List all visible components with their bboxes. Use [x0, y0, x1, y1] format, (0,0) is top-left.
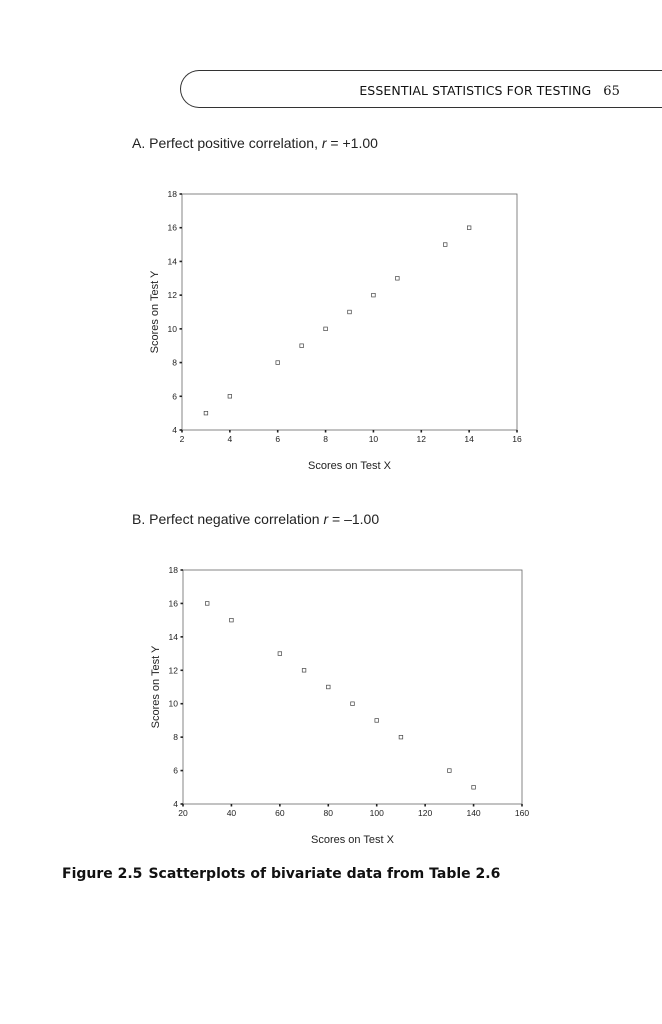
data-point — [228, 394, 232, 398]
page-number: 65 — [603, 84, 620, 99]
y-tick-label: 14 — [168, 631, 178, 642]
data-point — [204, 411, 208, 415]
data-point — [278, 652, 282, 656]
y-tick-label: 12 — [168, 665, 178, 676]
plot-frame — [183, 570, 522, 804]
y-tick-label: 16 — [168, 598, 178, 609]
panel-a-r-value: = +1.00 — [326, 135, 378, 151]
data-point — [205, 602, 209, 606]
x-tick-label: 20 — [178, 808, 188, 818]
y-axis-label: Scores on Test Y — [149, 270, 161, 354]
data-point — [375, 719, 379, 723]
scatterplot-negative — [0, 556, 662, 866]
y-tick-label: 8 — [173, 732, 178, 743]
panel-b-title-prefix: B. Perfect negative correlation — [132, 511, 324, 527]
data-point — [302, 668, 306, 672]
data-point — [324, 327, 328, 331]
panel-a-r-symbol: r — [321, 135, 327, 151]
panel-b-r-symbol: r — [323, 511, 329, 527]
y-tick-label: 4 — [172, 425, 177, 435]
x-tick-label: 6 — [275, 434, 281, 444]
data-point — [396, 276, 400, 280]
data-point — [300, 344, 304, 348]
panel-a-title — [132, 135, 378, 151]
x-tick-label: 160 — [514, 808, 530, 818]
panel-a-title-prefix: A. Perfect positive correlation, — [132, 135, 322, 151]
x-tick-label: 8 — [323, 434, 328, 444]
y-tick-label: 18 — [168, 565, 178, 575]
data-point — [399, 735, 403, 739]
scatterplot-positive — [0, 180, 662, 490]
data-point — [372, 293, 376, 297]
x-tick-label: 80 — [323, 808, 334, 818]
running-head-text — [359, 83, 620, 99]
figure-number: Figure 2.5 — [62, 866, 143, 882]
panel-b-title — [132, 511, 379, 527]
y-tick-label: 14 — [167, 256, 177, 267]
x-tick-label: 14 — [464, 434, 474, 444]
data-point — [467, 226, 471, 230]
figure-caption — [62, 866, 500, 882]
y-tick-label: 10 — [167, 323, 177, 334]
x-tick-label: 100 — [369, 808, 384, 818]
y-tick-label: 16 — [167, 222, 177, 233]
running-head — [180, 70, 662, 108]
x-tick-label: 120 — [418, 808, 433, 818]
panel-b-r-value: = –1.00 — [328, 511, 380, 527]
x-tick-label: 10 — [368, 434, 379, 444]
x-tick-label: 4 — [227, 434, 233, 444]
y-tick-label: 10 — [168, 698, 178, 709]
x-tick-label: 60 — [275, 808, 285, 818]
x-tick-label: 140 — [466, 808, 481, 818]
data-point — [472, 785, 476, 789]
data-point — [348, 310, 352, 314]
x-tick-label: 12 — [416, 434, 427, 444]
figure-caption-text: Scatterplots of bivariate data from Table 2.6 — [148, 866, 501, 882]
y-tick-label: 12 — [167, 290, 177, 301]
y-tick-label: 6 — [173, 765, 178, 776]
x-axis-label: Scores on Test X — [311, 834, 394, 846]
data-point — [448, 769, 452, 773]
data-point — [230, 618, 234, 622]
y-axis-label: Scores on Test Y — [150, 645, 162, 729]
y-tick-label: 8 — [172, 357, 177, 368]
x-tick-label: 16 — [512, 434, 522, 444]
data-point — [351, 702, 355, 706]
data-point — [326, 685, 330, 689]
data-point — [276, 361, 280, 365]
y-tick-label: 18 — [167, 189, 177, 199]
x-tick-label: 2 — [179, 434, 185, 444]
x-tick-label: 40 — [226, 808, 237, 818]
y-tick-label: 4 — [173, 799, 178, 809]
running-title: ESSENTIAL STATISTICS FOR TESTING — [359, 83, 592, 98]
data-point — [443, 243, 447, 247]
y-tick-label: 6 — [172, 391, 177, 402]
x-axis-label: Scores on Test X — [308, 460, 391, 472]
